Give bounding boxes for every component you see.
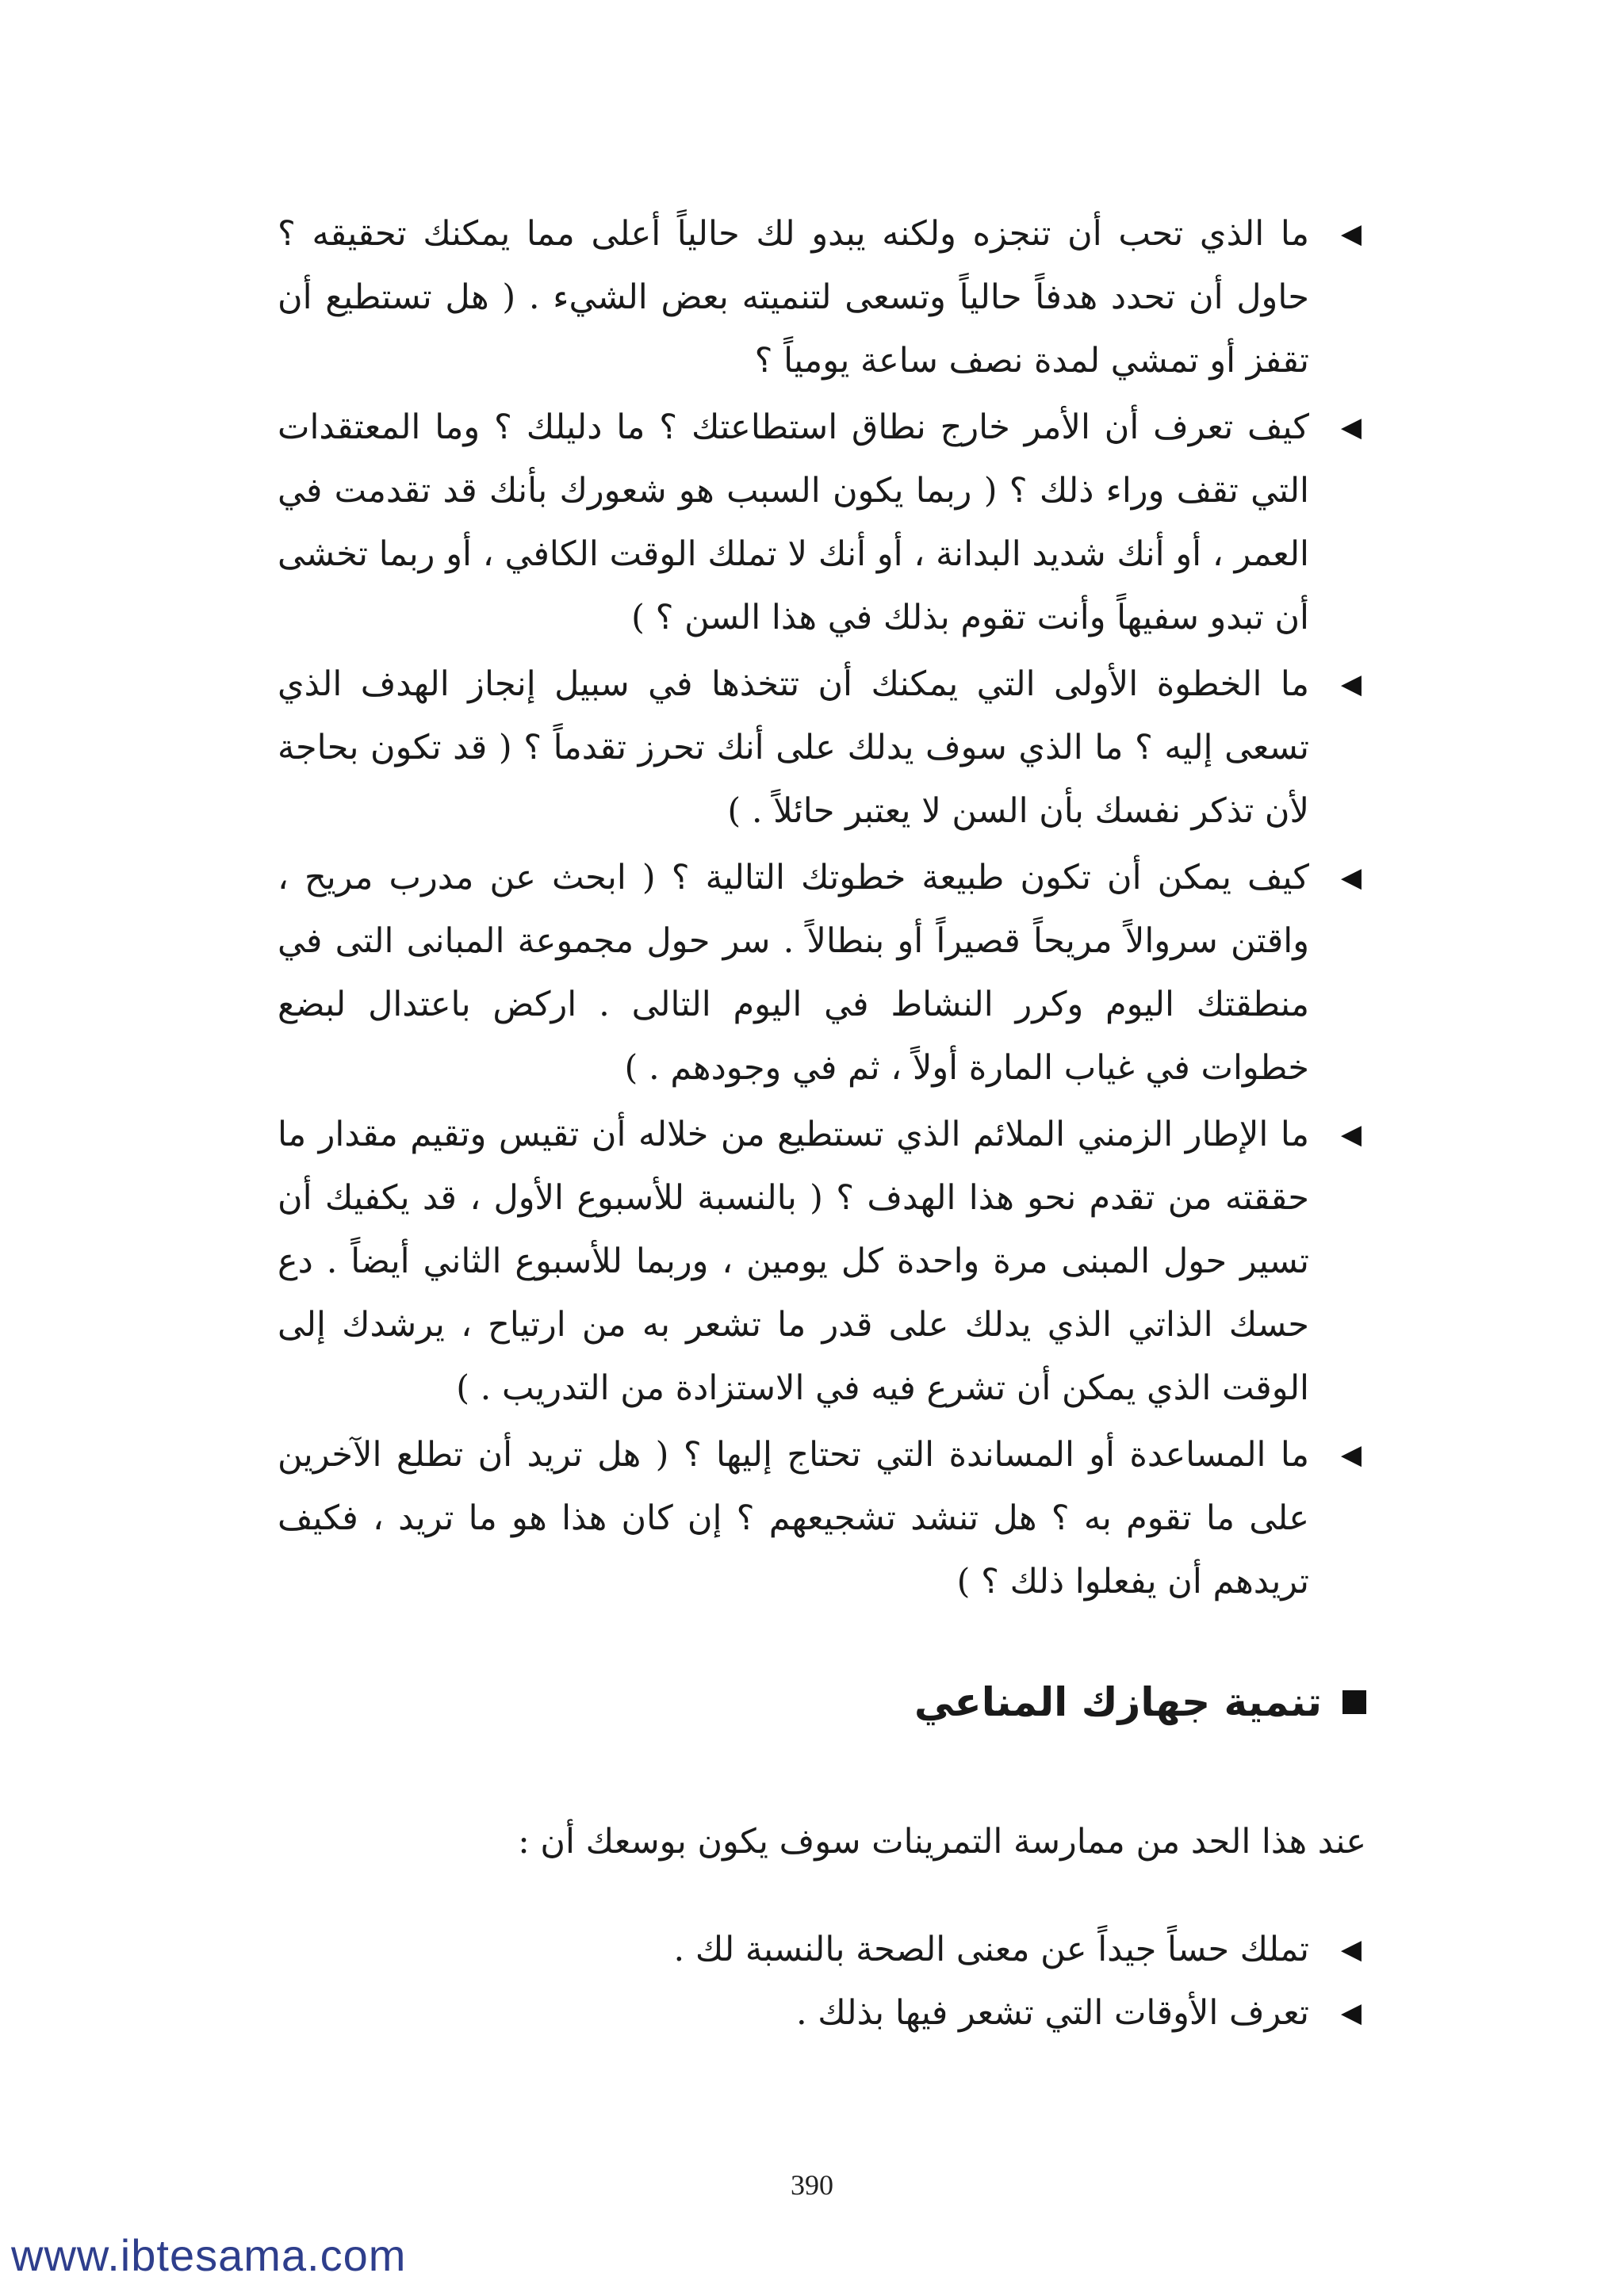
triangle-bullet-icon: ◀ [1340, 411, 1362, 443]
triangle-bullet-icon: ◀ [1340, 1997, 1362, 2029]
triangle-bullet-icon: ◀ [1340, 668, 1362, 700]
list-item: ◀ كيف يمكن أن تكون طبيعة خطوتك التالية ؟ ( ابحث عن مدرب مريح ، واقتن سروالاً مريحاً قصيراً أو بنطالاً . سر حول مجموعة المبانى التى في منطقتك اليوم وكرر النشاط في اليوم التالى . اركض باعتدال لبضع خطوات في غياب المارة أولاً ، ثم في وجودهم . ) [278, 846, 1366, 1100]
triangle-bullet-icon: ◀ [1340, 1119, 1362, 1150]
intro-paragraph: عند هذا الحد من ممارسة التمرينات سوف يكون بوسعك أن : [518, 1822, 1366, 1862]
watermark-link[interactable]: www.ibtesama.com [11, 2230, 407, 2280]
page-content [278, 202, 1366, 2045]
page-number: 390 [791, 2169, 833, 2201]
triangle-bullet-icon: ◀ [1340, 218, 1362, 250]
outcome-list [278, 1918, 1366, 2045]
list-item: ◀ ما المساعدة أو المساندة التي تحتاج إليها ؟ ( هل تريد أن تطلع الآخرين على ما تقوم به ؟ هل تنشد تشجيعهم ؟ إن كان هذا هو ما تريد ، فكيف تريدهم أن يفعلوا ذلك ؟ ) [278, 1423, 1366, 1613]
list-item: ◀ تعرف الأوقات التي تشعر فيها بذلك . [278, 1981, 1366, 2045]
list-item: ◀ ما الذي تحب أن تنجزه ولكنه يبدو لك حالياً أعلى مما يمكنك تحقيقه ؟ حاول أن تحدد هدفاً حالياً وتسعى لتنميته بعض الشيء . ( هل تستطيع أن تقفز أو تمشي لمدة نصف ساعة يومياً ؟ [278, 202, 1366, 392]
section-heading [278, 1670, 1366, 1734]
question-list [278, 202, 1366, 1613]
section-title: تنمية جهازك المناعي [914, 1679, 1322, 1725]
list-item: ◀ تملك حساً جيداً عن معنى الصحة بالنسبة لك . [278, 1918, 1366, 1981]
square-bullet-icon [1342, 1690, 1366, 1714]
list-item: ◀ كيف تعرف أن الأمر خارج نطاق استطاعتك ؟ ما دليلك ؟ وما المعتقدات التي تقف وراء ذلك ؟ ( ربما يكون السبب هو شعورك بأنك قد تقدمت في العمر ، أو أنك شديد البدانة ، أو أنك لا تملك الوقت الكافي ، أو ربما تخشى أن تبدو سفيهاً وأنت تقوم بذلك في هذا السن ؟ ) [278, 396, 1366, 649]
triangle-bullet-icon: ◀ [1340, 1934, 1362, 1965]
triangle-bullet-icon: ◀ [1340, 1439, 1362, 1471]
triangle-bullet-icon: ◀ [1340, 862, 1362, 894]
list-item: ◀ ما الإطار الزمني الملائم الذي تستطيع من خلاله أن تقيس وتقيم مقدار ما حققته من تقدم نحو هذا الهدف ؟ ( بالنسبة للأسبوع الأول ، قد يكفيك أن تسير حول المبنى مرة واحدة كل يومين ، وربما للأسبوع الثاني أيضاً . دع حسك الذاتي الذي يدلك على قدر ما تشعر به من ارتياح ، يرشدك إلى الوقت الذي يمكن أن تشرع فيه في الاستزادة من التدريب . ) [278, 1103, 1366, 1420]
list-item: ◀ ما الخطوة الأولى التي يمكنك أن تتخذها في سبيل إنجاز الهدف الذي تسعى إليه ؟ ما الذي سوف يدلك على أنك تحرز تقدماً ؟ ( قد تكون بحاجة لأن تذكر نفسك بأن السن لا يعتبر حائلاً . ) [278, 652, 1366, 843]
